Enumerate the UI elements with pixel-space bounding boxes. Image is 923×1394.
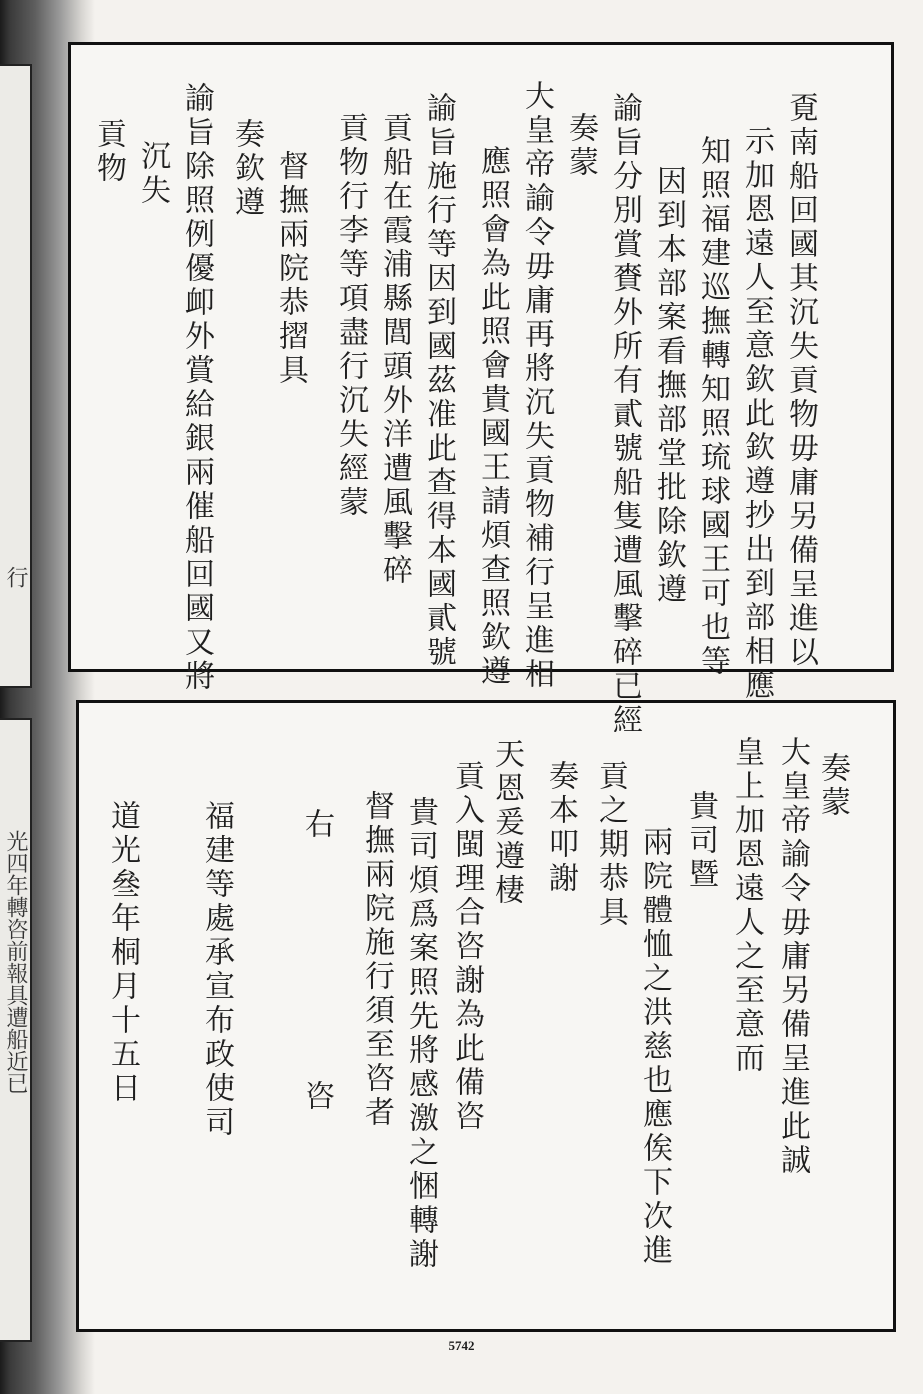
lower-text-column: 咨 (299, 1080, 334, 1114)
upper-text-column: 因到本部案看撫部堂批除欽遵 (651, 165, 686, 607)
upper-text-column: 督撫兩院恭摺具 (273, 150, 308, 388)
upper-text-column: 示加恩遠人至意欽此欽遵抄出到部相應 (739, 125, 774, 703)
upper-text-column: 諭旨施行等因到國茲准此查得本國貳號 (421, 92, 456, 670)
adjacent-page-strip-bottom (0, 718, 32, 1342)
upper-text-column: 諭旨分別賞賚外所有貳號船隻遭風擊碎已經 (607, 92, 642, 738)
lower-text-column: 道光叄年桐月十五日 (105, 800, 140, 1106)
upper-text-column: 知照福建巡撫轉知照琉球國王可也等 (695, 135, 730, 679)
page-number: 5742 (448, 1338, 475, 1353)
upper-text-column: 覔南船回國其沉失貢物毋庸另備呈進以 (783, 92, 818, 670)
upper-text-column: 諭旨除照例優卹外賞給銀兩催船回國又將 (179, 82, 214, 694)
upper-text-column: 貢物 (91, 118, 126, 186)
upper-text-column: 貢物行李等項盡行沉失經蒙 (333, 112, 368, 520)
lower-text-column: 貴司煩爲案照先將感激之悃轉謝 (403, 796, 438, 1272)
lower-text-column: 天恩爰遵棲 (489, 738, 524, 908)
lower-text-column: 貴司暨 (683, 790, 718, 892)
lower-text-column: 兩院體恤之洪慈也應俟下次進 (637, 826, 672, 1268)
lower-text-column: 貢入閩理合咨謝為此備咨 (449, 760, 484, 1134)
upper-text-column: 奏蒙 (563, 112, 598, 180)
lower-text-column: 奏本叩謝 (543, 760, 578, 896)
upper-text-column: 大皇帝諭令毋庸再將沉失貢物補行呈進相 (519, 80, 554, 692)
lower-text-column: 大皇帝諭令毋庸另備呈進此誠 (775, 736, 810, 1178)
lower-text-column: 督撫兩院施行須至咨者 (359, 790, 394, 1130)
lower-text-column: 奏蒙 (815, 752, 850, 820)
lower-text-column: 貢之期恭具 (593, 760, 628, 930)
upper-text-column: 應照會為此照會貴國王請煩查照欽遵 (475, 145, 510, 689)
upper-text-column: 奏欽遵 (229, 118, 264, 220)
lower-text-column: 右 (299, 808, 334, 842)
upper-text-column: 沉失 (135, 140, 170, 208)
adjacent-page-strip-top (0, 64, 32, 688)
lower-text-column: 皇上加恩遠人之至意而 (729, 736, 764, 1076)
adjacent-page-text-bottom: 光四年轉咨前報具遭船近已 (3, 830, 28, 1094)
lower-text-column: 福建等處承宣布政使司 (199, 800, 234, 1140)
upper-text-column: 貢船在霞浦縣閭頭外洋遭風擊碎 (377, 112, 412, 588)
adjacent-page-text-top: 行 (3, 566, 28, 588)
